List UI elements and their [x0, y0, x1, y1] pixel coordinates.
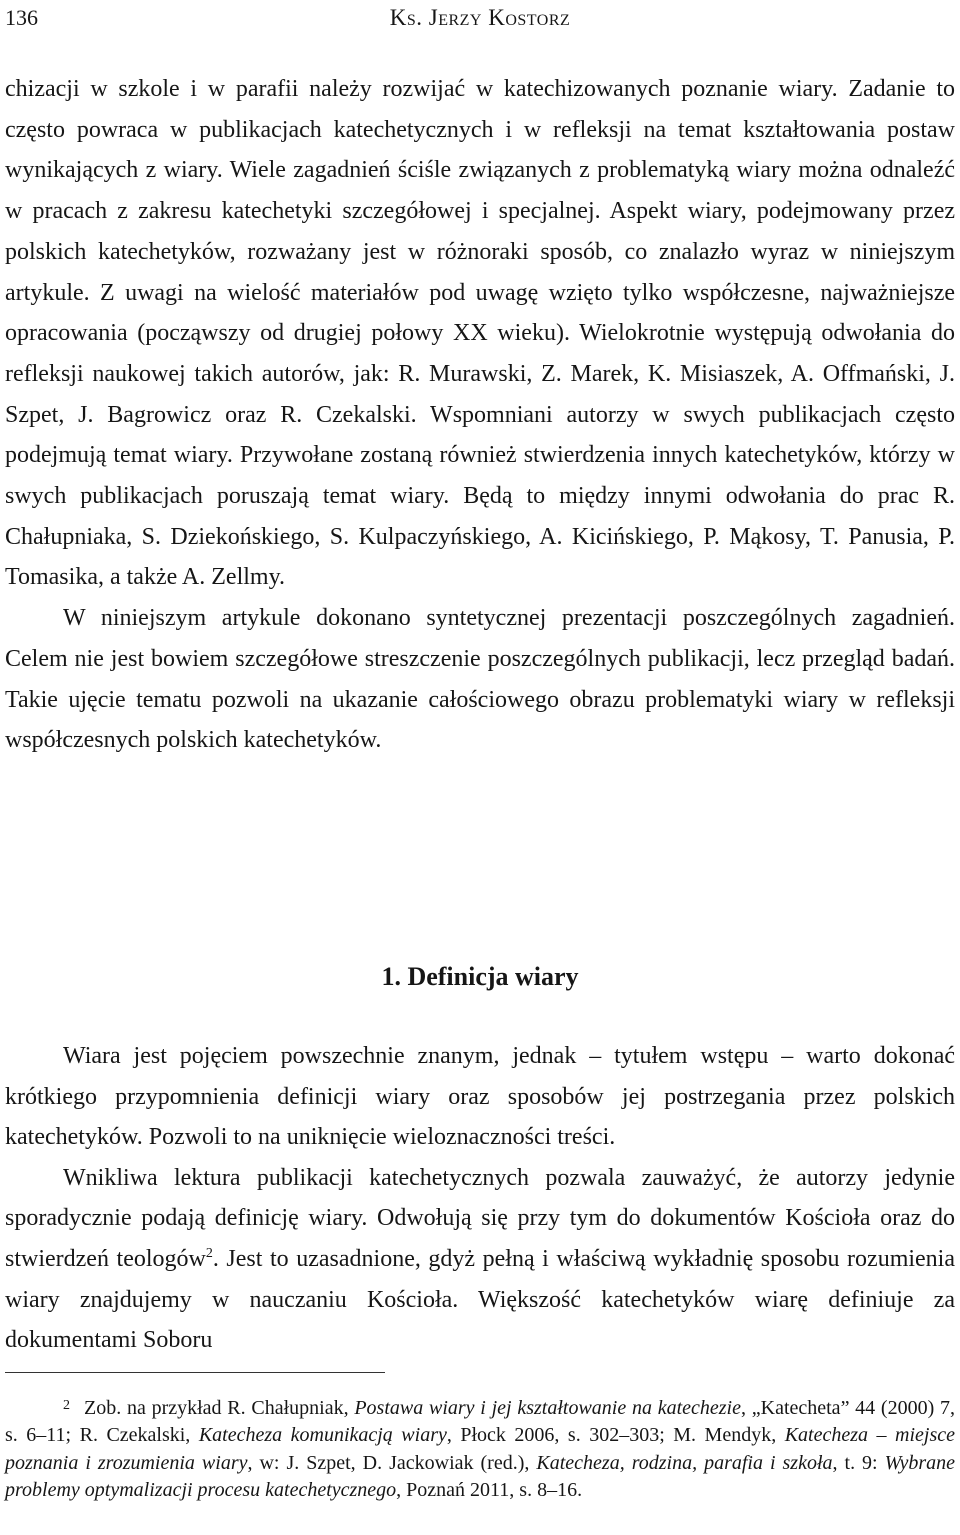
- footnote-reference[interactable]: 2: [205, 1245, 213, 1261]
- running-head-author: Ks. Jerzy Kostorz: [389, 5, 571, 30]
- footnote-title: Katecheza, rodzina, parafia i szkoła: [536, 1451, 833, 1474]
- page-header: [0, 0, 960, 40]
- footnote-title: Wybrane problemy optymalizacji procesu katechetycznego: [5, 1451, 955, 1501]
- intro-text: [5, 69, 955, 761]
- footnote-mark: 2: [63, 1398, 70, 1413]
- section-paragraph-1: Wiara jest pojęciem powszechnie znanym, jednak – tytułem wstępu – warto dokonać krótkiego przypomnienia definicji wiary oraz sposobów jej postrzegania przez polskich katechetyków. Pozwoli to na uniknięcie wieloznaczności treści.: [5, 1043, 955, 1151]
- section-paragraph-2-text-cont: . Jest to uzasadnione, gdyż pełną i właściwą wykładnię sposobu rozumienia wiary znajdujemy w nauczaniu Kościoła. Większość katechetyków wiarę definiuje za dokumentami Soboru: [5, 1245, 956, 1354]
- footnote-text: , t. 9:: [832, 1451, 885, 1474]
- section-heading: 1. Definicja wiary: [381, 962, 579, 991]
- footnote-divider: [5, 1372, 385, 1373]
- footnote-title: Postawa wiary i jej kształtowanie na katechezie: [354, 1397, 741, 1419]
- footnote-2: [5, 1392, 955, 1504]
- footnote-text: , „Katecheta” 44 (2000) 7, s. 6–11; R. Czekalski,: [5, 1397, 955, 1447]
- footnotes: [5, 1392, 955, 1504]
- section-text: [5, 1036, 955, 1361]
- intro-paragraph-2: W niniejszym artykule dokonano syntetycznej prezentacji poszczególnych zagadnień. Celem nie jest bowiem szczegółowe streszczenie poszczególnych publikacji, lecz przegląd badań. Takie ujęcie tematu pozwoli na ukazanie całościowego obrazu problematyki wiary w refleksji współczesnych polskich katechetyków.: [5, 605, 955, 754]
- intro-paragraph-1: chizacji w szkole i w parafii należy rozwijać w katechizowanych poznanie wiary. Zadanie to często powraca w publikacjach katechetycznych i w refleksji na temat kształtowania postaw wynikających z wiary. Wiele zagadnień ściśle związanych z problematyką wiary można odnaleźć w pracach z zakresu katechetyki szczegółowej i specjalnej. Aspekt wiary, podejmowany przez polskich katechetyków, rozważany jest w różnoraki sposób, co znalazło wyraz w niniejszym artykule. Z uwagi na wielość materiałów pod uwagę wzięto tylko współczesne, najważniejsze opracowania (począwszy od drugiej połowy XX wieku). Wielokrotnie występują odwołania do refleksji naukowej takich autorów, jak: R. Murawski, Z. Marek, K. Misiaszek, A. Offmański, J. Szpet, J. Bagrowicz oraz R. Czekalski. Wspomniani autorzy w swych publikacjach często podejmują temat wiary. Przywołane zostaną również stwierdzenia innych katechetyków, którzy w swych publikacjach poruszają temat wiary. Będą to między innymi odwołania do prac R. Chałupniaka, S. Dziekońskiego, S. Kulpaczyńskiego, A. Kicińskiego, P. Mąkosy, T. Panusia, P. Tomasika, a także A. Zellmy.: [5, 76, 955, 591]
- section-paragraph-2: [5, 1158, 955, 1361]
- footnote-text: , Płock 2006, s. 302–303; M. Mendyk,: [446, 1424, 785, 1447]
- footnote-title: Katecheza – miejsce poznania i zrozumienia wiary: [5, 1424, 955, 1474]
- footnote-text: , Poznań 2011, s. 8–16.: [396, 1478, 583, 1501]
- footnote-text: Zob. na przykład R. Chałupniak,: [84, 1397, 355, 1419]
- footnote-text: , w: J. Szpet, D. Jackowiak (red.),: [247, 1451, 537, 1474]
- page-number: 136: [5, 5, 38, 30]
- section-paragraph-2-text: Wnikliwa lektura publikacji katechetycznych pozwala zauważyć, że autorzy jedynie sporadycznie podają definicję wiary. Odwołują się przy tym do dokumentów Kościoła oraz do stwierdzeń teologów: [5, 1164, 955, 1272]
- footnote-title: Katecheza komunikacją wiary: [198, 1424, 447, 1447]
